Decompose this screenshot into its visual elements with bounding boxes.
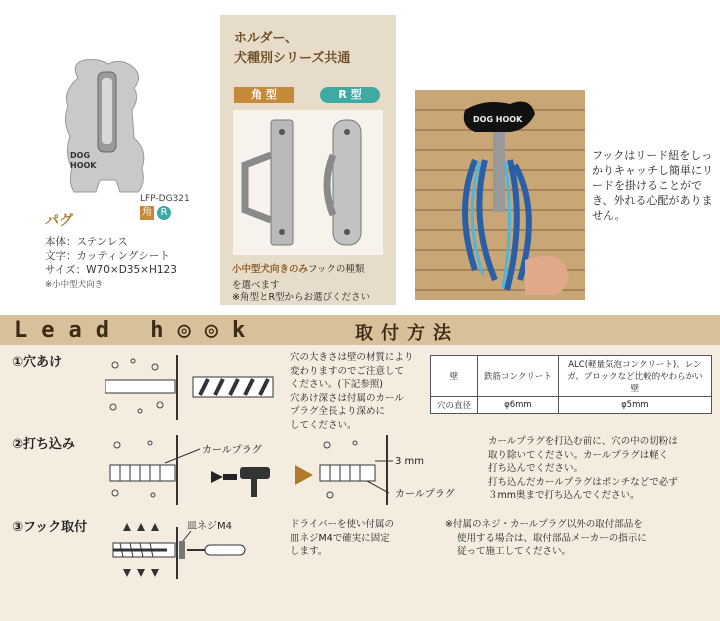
step-1-line-2: 変わりますのでご注意して [290, 365, 405, 377]
table-cell: ALC(軽量気泡コンクリート)、レンガ、ブロックなど比較的やわらかい壁 [558, 356, 711, 397]
panel-title-1: ホルダー、 [234, 31, 298, 46]
logo-line-1: DOG [70, 151, 91, 160]
photo-illustration [415, 90, 585, 300]
hole-size-table [430, 355, 712, 414]
step-3-line-1: ドライバーを使い付属の [290, 519, 395, 530]
pug-hook-image [60, 58, 150, 198]
product-card [0, 0, 215, 315]
logo-line-2: HOOK [70, 161, 97, 170]
panel-note-2: を選べます [232, 280, 280, 291]
tab-kaku: 角 型 [234, 87, 294, 103]
product-name: パグ [45, 213, 73, 229]
step-1-line-6: してください。 [290, 419, 357, 431]
step-2-line-5: ３mm奥まで打ち込んでください。 [488, 490, 640, 501]
screw-diagram [105, 517, 275, 587]
step-2-text [488, 435, 678, 503]
step-3-text [290, 518, 394, 559]
step-2-line-1: カールプラグを打込む前に、穴の中の切粉は [488, 436, 678, 447]
hook-images [233, 110, 383, 255]
step-2-line-4: 打ち込んだカールプラグはポンチなどで必ず [488, 476, 678, 488]
model-number: LFP-DG321 [140, 194, 190, 204]
installation-section [0, 315, 720, 621]
tab-r: R 型 [320, 87, 380, 103]
table-cell: 壁 [431, 356, 478, 397]
table-cell: φ5mm [558, 397, 711, 414]
step-3-label: ③フック取付 [12, 520, 88, 535]
step-3-note [445, 518, 647, 559]
spec-material: 本体：ステンレス [45, 236, 128, 248]
step-1-line-3: ください。(下記参照) [290, 379, 383, 390]
table-row [431, 397, 712, 414]
size-note: ※小中型犬向き [45, 280, 104, 290]
step-3-note-2: 使用する場合は、取付部品メーカーの指示に [457, 532, 647, 544]
table-cell: φ6mm [478, 397, 559, 414]
kaku-badge: 角 [142, 207, 152, 218]
install-title-jp: 取付方法 [355, 323, 459, 344]
step-3-line-3: します。 [290, 546, 328, 557]
photo-caption: フックはリード紐をしっかりキャッチし簡単にリードを掛けることができ、外れる心配がありません。 [592, 149, 713, 222]
spec-size: サイズ：W70×D35×H123 [45, 264, 177, 276]
plug-label: カールプラグ [202, 445, 262, 456]
hook-illustrations [233, 110, 383, 255]
install-title-en: Lead h◎◎k [14, 318, 260, 343]
step-1-line-1: 穴の大きさは壁の材質により [290, 352, 414, 363]
table-cell: 穴の直径 [431, 397, 478, 414]
drill-diagram [105, 355, 275, 420]
step-1-label: ①穴あけ [12, 355, 63, 370]
table-row [431, 356, 712, 397]
panel-note-bold: 小中型犬向きのみ [232, 264, 309, 275]
panel-note-1 [232, 261, 364, 275]
r-badge: R [157, 206, 171, 220]
step-1-line-4: 穴あけ深さは付属のカール [290, 392, 404, 404]
holder-panel [220, 15, 396, 305]
step-2-line-3: 打ち込んでください。 [488, 463, 584, 474]
step-3-line-2: 皿ネジM4で確実に固定 [290, 532, 390, 544]
plug-label-2: カールプラグ [395, 489, 455, 500]
step-3-note-1: ※付属のネジ・カールプラグ以外の取付部品を [445, 519, 643, 530]
plug-diagram [105, 435, 465, 505]
table-cell: 鉄筋コンクリート [478, 356, 559, 397]
step-1-line-5: プラグ全長より深めに [290, 406, 386, 417]
depth-label: 3 mm [395, 456, 425, 467]
screw-label: 皿ネジM4 [187, 521, 232, 532]
panel-note-rest: フックの種類 [308, 264, 365, 275]
photo-sign-text: DOG HOOK [473, 115, 523, 124]
panel-note-3: ※角型とR型からお選びください [232, 292, 371, 303]
step-2-label: ②打ち込み [12, 437, 76, 452]
hook-type-badges [140, 206, 171, 220]
spec-lettering: 文字：カッティングシート [45, 250, 170, 262]
step-3-note-3: 従って施工してください。 [457, 546, 572, 557]
step-1-text [290, 351, 414, 432]
usage-photo [415, 90, 585, 300]
panel-title-2: 犬種別シリーズ共通 [234, 51, 351, 66]
step-2-line-2: 取り除いてください。カールプラグは軽く [488, 449, 669, 461]
